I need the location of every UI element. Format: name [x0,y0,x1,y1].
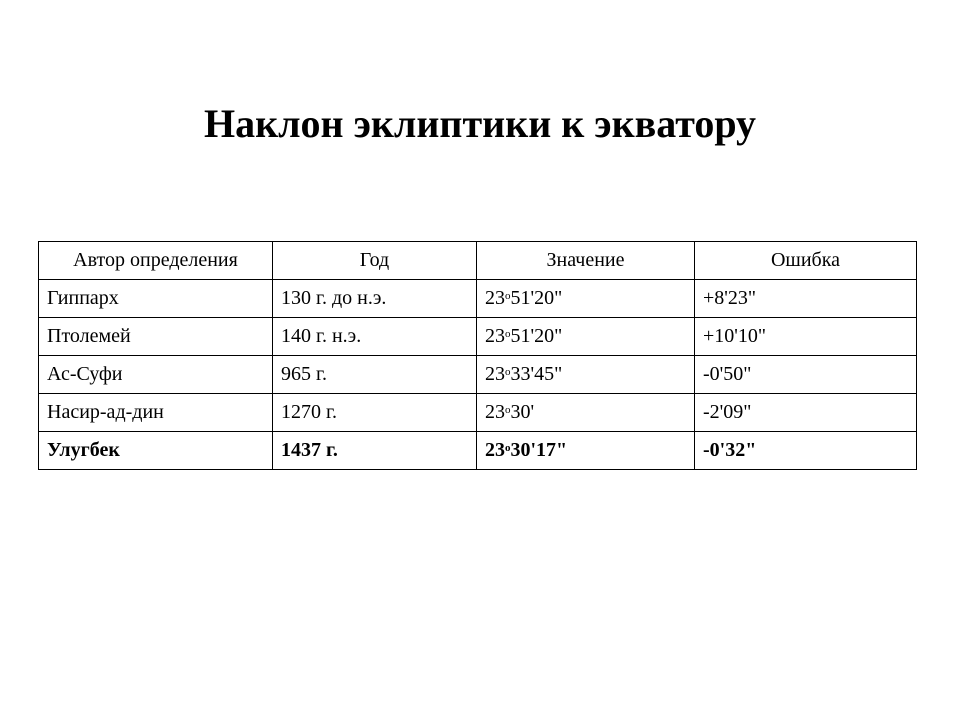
value-degrees: 23 [485,401,505,423]
error-cell: -2'09" [695,394,917,432]
degree-mark: о [505,442,511,454]
error-cell: +8'23" [695,280,917,318]
year-cell: 1437 г. [273,432,477,470]
year-cell: 140 г. н.э. [273,318,477,356]
error-cell: -0'50" [695,356,917,394]
value-degrees: 23 [485,363,505,385]
column-header-error: Ошибка [695,242,917,280]
table-row [39,356,917,394]
year-cell: 130 г. до н.э. [273,280,477,318]
value-minutes-seconds: 30' [510,401,535,423]
error-cell: +10'10" [695,318,917,356]
value-degrees: 23 [485,325,505,347]
author-cell: Гиппарх [39,280,273,318]
value-cell [477,356,695,394]
year-cell: 1270 г. [273,394,477,432]
value-minutes-seconds: 33'45" [510,363,563,385]
value-minutes-seconds: 51'20" [510,325,563,347]
table-header-row [39,242,917,280]
value-minutes-seconds: 30'17" [510,439,568,461]
table-row [39,280,917,318]
column-header-value: Значение [477,242,695,280]
value-degrees: 23 [485,287,505,309]
author-cell: Ас-Суфи [39,356,273,394]
column-header-year: Год [273,242,477,280]
author-cell: Птолемей [39,318,273,356]
table-row-highlighted [39,432,917,470]
value-minutes-seconds: 51'20" [510,287,563,309]
value-cell [477,432,695,470]
author-cell: Улугбек [39,432,273,470]
value-cell [477,394,695,432]
value-cell [477,280,695,318]
obliquity-table [38,241,917,470]
table-row [39,394,917,432]
author-cell: Насир-ад-дин [39,394,273,432]
table-row [39,318,917,356]
degree-mark: о [505,366,511,378]
page-title: Наклон эклиптики к экватору [203,101,757,146]
value-cell [477,318,695,356]
year-cell: 965 г. [273,356,477,394]
value-degrees: 23 [485,439,505,461]
degree-mark: о [505,404,511,416]
column-header-author: Автор определения [39,242,273,280]
degree-mark: о [505,290,511,302]
degree-mark: о [505,328,511,340]
error-cell: -0'32" [695,432,917,470]
